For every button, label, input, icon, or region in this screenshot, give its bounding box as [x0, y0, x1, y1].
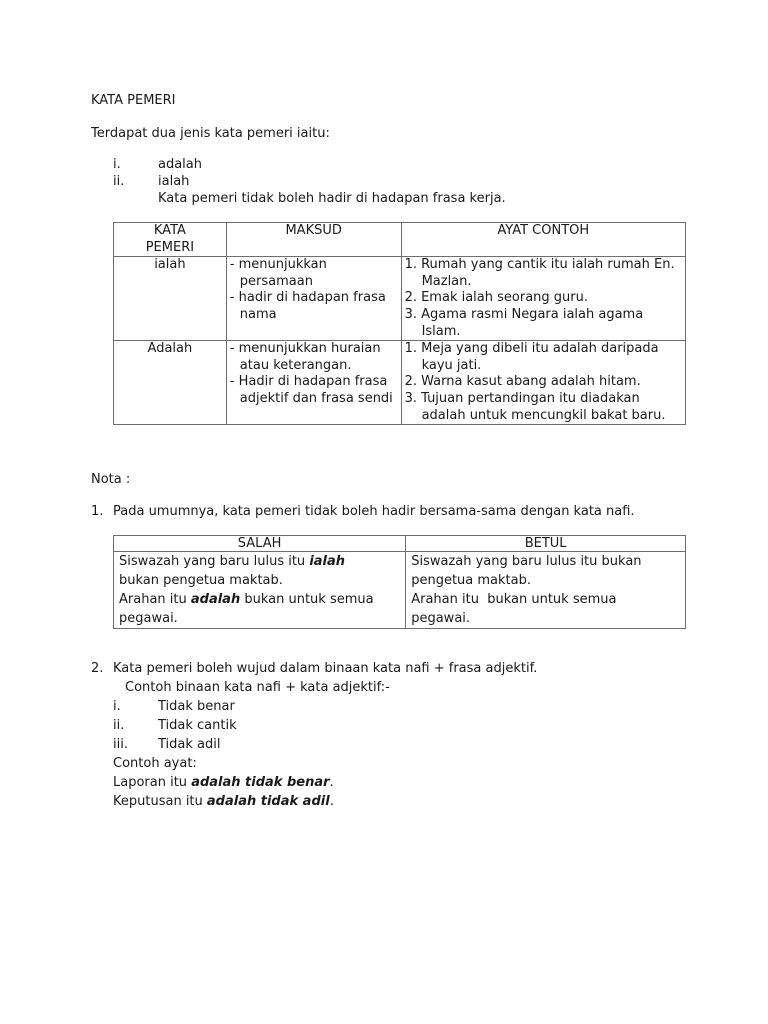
salah-betul-table	[113, 535, 686, 629]
text-span: Siswazah yang baru lulus itu	[119, 554, 310, 569]
emphasis-word: adalah	[190, 592, 241, 607]
note-text: Pada umumnya, kata pemeri tidak boleh hadir bersama-sama dengan kata nafi.	[113, 504, 635, 519]
meaning-line: - hadir di hadapan frasa nama	[229, 290, 386, 322]
meaning-line: - Hadir di hadapan frasa adjektif dan frasa sendi	[229, 374, 393, 406]
emphasis-word: ialah	[309, 554, 346, 569]
example-line: 2. Warna kasut abang adalah hitam.	[404, 374, 641, 390]
list-item-label: Tidak benar	[158, 699, 235, 714]
example-line: 3. Agama rasmi Negara ialah agama Islam.	[404, 306, 644, 339]
example-line: 2. Emak ialah seorang guru.	[404, 290, 588, 306]
table-header-row	[114, 223, 686, 257]
table-cell-betul	[406, 552, 686, 629]
text-span: Arahan itu	[119, 592, 191, 607]
table-cell-examples	[401, 257, 685, 341]
emphasis-phrase: adalah tidak adil	[206, 794, 330, 809]
page-title: KATA PEMERI	[91, 93, 176, 108]
table-row	[114, 552, 686, 629]
table-cell-examples	[401, 341, 685, 425]
example-line: 1. Meja yang dibeli itu adalah daripada kayu jati.	[404, 341, 659, 373]
salah-line: bukan pengetua maktab.	[119, 573, 283, 588]
text-span: .	[329, 794, 334, 809]
intro-text: Terdapat dua jenis kata pemeri iaitu:	[91, 126, 330, 141]
meaning-line: - menunjukkan huraian atau keterangan.	[229, 341, 381, 373]
table-row	[114, 341, 686, 425]
betul-line: Arahan itu bukan untuk semua	[411, 592, 617, 607]
note-number: 2.	[91, 661, 104, 676]
table-cell-meaning	[226, 341, 401, 425]
example-label: Contoh ayat:	[113, 756, 197, 771]
salah-line	[119, 590, 400, 609]
rule-text: Kata pemeri tidak boleh hadir di hadapan frasa kerja.	[158, 191, 506, 206]
salah-line	[119, 552, 400, 571]
note-text: Kata pemeri boleh wujud dalam binaan kata nafi + frasa adjektif.	[113, 661, 538, 676]
text-span: bukan untuk semua	[240, 592, 374, 607]
betul-line: pegawai.	[411, 611, 471, 626]
column-header: AYAT CONTOH	[401, 223, 685, 257]
text-span: Keputusan itu	[113, 794, 207, 809]
list-number: i.	[113, 699, 121, 714]
table-cell-meaning	[226, 257, 401, 341]
list-number: ii.	[113, 174, 125, 189]
table-row	[114, 257, 686, 341]
text-span: .	[329, 775, 334, 790]
table-header-row	[114, 536, 686, 552]
meaning-line: - menunjukkan persamaan	[229, 257, 327, 289]
text-span: Laporan itu	[113, 775, 192, 790]
list-number: ii.	[113, 718, 125, 733]
example-sentence-2	[113, 792, 334, 811]
table-cell-salah	[114, 552, 406, 629]
list-item-ialah: ialah	[158, 174, 190, 189]
column-header: KATA PEMERI	[114, 223, 227, 257]
column-header-betul: BETUL	[406, 536, 686, 552]
betul-line: Siswazah yang baru lulus itu bukan	[411, 554, 642, 569]
list-number: i.	[113, 157, 121, 172]
emphasis-phrase: adalah tidak benar	[191, 775, 330, 790]
list-item-label: Tidak cantik	[158, 718, 237, 733]
list-number: iii.	[113, 737, 128, 752]
column-header-salah: SALAH	[114, 536, 406, 552]
note-2-subtitle: Contoh binaan kata nafi + kata adjektif:-	[125, 680, 390, 695]
kata-pemeri-table	[113, 222, 686, 425]
table-cell-word: ialah	[114, 257, 227, 341]
example-sentence-1	[113, 773, 334, 792]
list-item-adalah: adalah	[158, 157, 203, 172]
betul-line: pengetua maktab.	[411, 573, 531, 588]
list-item-label: Tidak adil	[158, 737, 221, 752]
note-number: 1.	[91, 504, 104, 519]
column-header: MAKSUD	[226, 223, 401, 257]
nota-label: Nota :	[91, 472, 131, 487]
table-cell-word: Adalah	[114, 341, 227, 425]
example-line: 1. Rumah yang cantik itu ialah rumah En. Mazlan.	[404, 257, 675, 289]
salah-line: pegawai.	[119, 611, 178, 626]
example-line: 3. Tujuan pertandingan itu diadakan adalah untuk mencungkil bakat baru.	[404, 390, 666, 423]
